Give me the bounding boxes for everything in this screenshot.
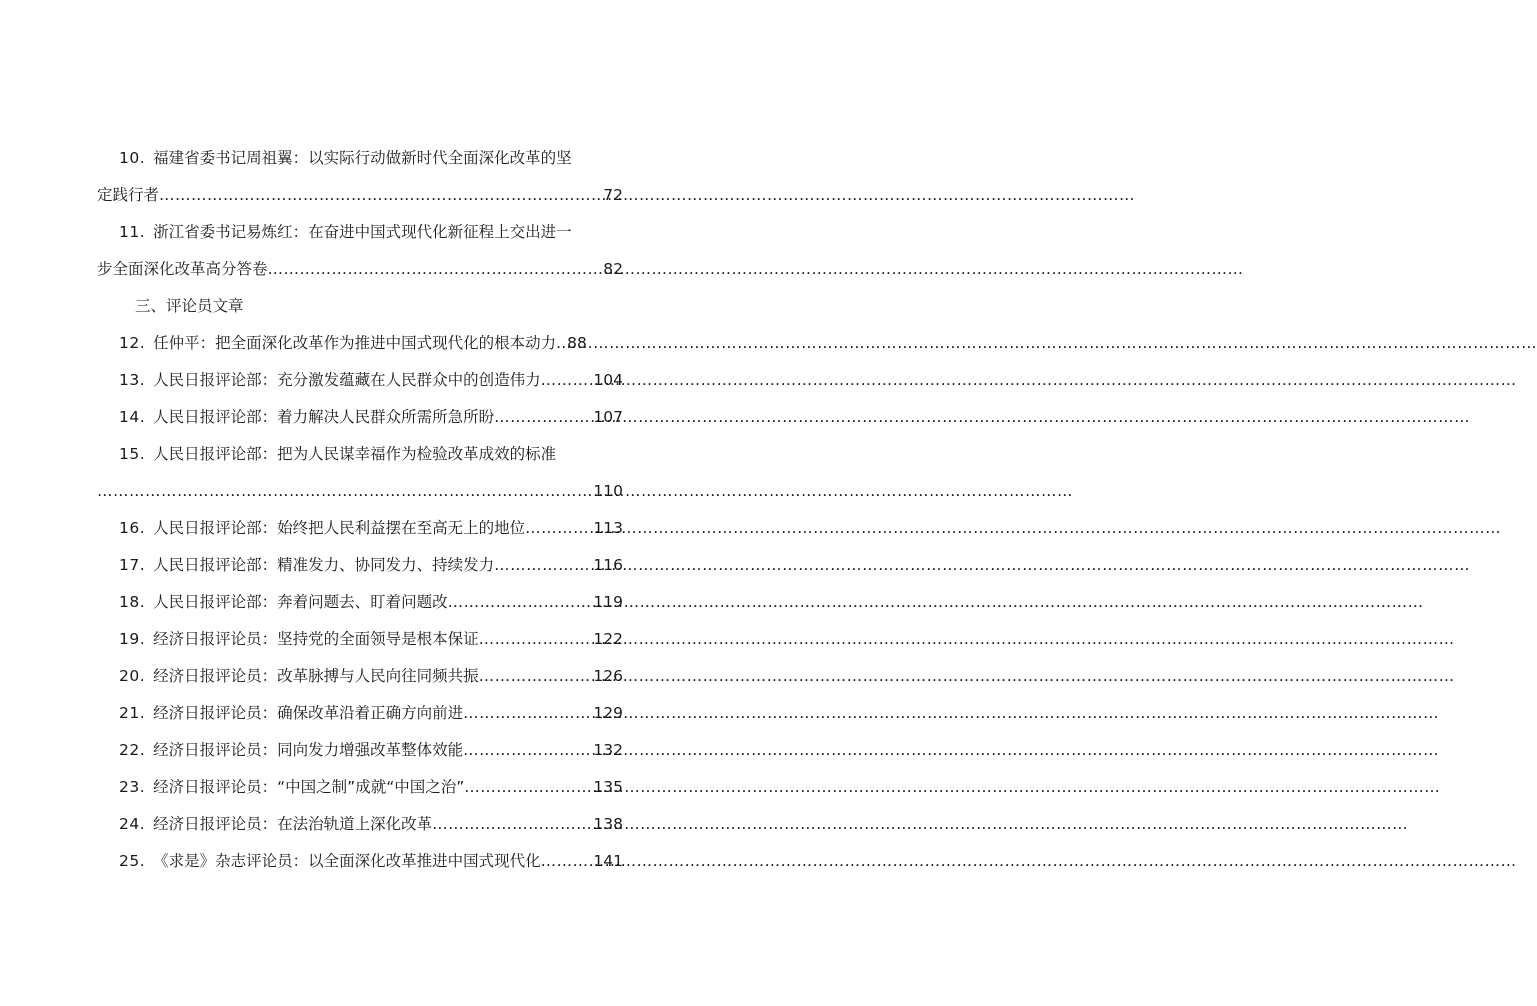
entry-title: 经济日报评论员：确保改革沿着正确方向前进 — [153, 704, 464, 722]
leader-dots — [159, 177, 603, 214]
toc-entry-11-cont[interactable] — [97, 251, 623, 288]
entry-title: 福建省委书记周祖翼：以实际行动做新时代全面深化改革的坚 — [153, 149, 572, 167]
leader-dots — [541, 362, 594, 399]
section-heading — [97, 288, 623, 325]
toc-entry-17[interactable] — [97, 547, 623, 584]
entry-number: 11. — [119, 223, 146, 241]
entry-page: 132 — [593, 741, 623, 759]
toc-entry-23[interactable] — [97, 769, 623, 806]
entry-title: 经济日报评论员：“中国之制”成就“中国之治” — [153, 778, 465, 796]
section-title: 三、评论员文章 — [135, 297, 244, 315]
entry-number: 18. — [119, 593, 146, 611]
entry-number: 25. — [119, 852, 146, 870]
toc-entry-22[interactable] — [97, 732, 623, 769]
entry-title: 人民日报评论部：精准发力、协同发力、持续发力 — [153, 556, 495, 574]
entry-number: 15. — [119, 445, 146, 463]
entry-page: 119 — [593, 593, 623, 611]
entry-page: 113 — [593, 519, 623, 537]
toc-entry-13[interactable] — [97, 362, 623, 399]
table-of-contents — [97, 140, 623, 880]
entry-page: 104 — [593, 371, 623, 389]
entry-page: 107 — [593, 408, 623, 426]
entry-title: 经济日报评论员：坚持党的全面领导是根本保证 — [153, 630, 479, 648]
entry-title: 人民日报评论部：始终把人民利益摆在至高无上的地位 — [153, 519, 526, 537]
toc-entry-14[interactable] — [97, 399, 623, 436]
entry-title: 人民日报评论部：把为人民谋幸福作为检验改革成效的标准 — [153, 445, 557, 463]
entry-page: 88 — [567, 334, 587, 352]
toc-entry-20[interactable] — [97, 658, 623, 695]
leader-dots — [525, 510, 593, 547]
entry-page: 135 — [593, 778, 623, 796]
entry-title: 任仲平：把全面深化改革作为推进中国式现代化的根本动力. — [153, 334, 562, 352]
entry-number: 21. — [119, 704, 146, 722]
toc-entry-25[interactable] — [97, 843, 623, 880]
entry-page: 141 — [593, 852, 623, 870]
entry-title: 人民日报评论部：充分激发蕴藏在人民群众中的创造伟力 — [153, 371, 541, 389]
document-page — [0, 0, 711, 1006]
entry-page: 72 — [603, 186, 623, 204]
entry-page: 138 — [593, 815, 623, 833]
toc-entry-19[interactable] — [97, 621, 623, 658]
leader-dots — [464, 769, 593, 806]
entry-title: 《求是》杂志评论员：以全面深化改革推进中国式现代化 — [153, 852, 541, 870]
toc-entry-16[interactable] — [97, 510, 623, 547]
toc-entry-21[interactable] — [97, 695, 623, 732]
leader-dots — [479, 621, 594, 658]
toc-entry-15-cont[interactable] — [97, 473, 623, 510]
leader-dots — [97, 473, 593, 510]
leader-dots — [494, 547, 593, 584]
entry-number: 10. — [119, 149, 146, 167]
entry-title: 浙江省委书记易炼红：在奋进中国式现代化新征程上交出进一 — [153, 223, 572, 241]
entry-page: 126 — [593, 667, 623, 685]
leader-dots — [268, 251, 604, 288]
entry-title-cont: 定践行者 — [97, 186, 160, 204]
leader-dots — [494, 399, 593, 436]
entry-title: 经济日报评论员：在法治轨道上深化改革 — [153, 815, 433, 833]
entry-page: 129 — [593, 704, 623, 722]
entry-number: 24. — [119, 815, 146, 833]
leader-dots — [541, 843, 594, 880]
toc-entry-24[interactable] — [97, 806, 623, 843]
entry-number: 17. — [119, 556, 146, 574]
toc-entry-10-cont[interactable] — [97, 177, 623, 214]
leader-dots — [463, 695, 593, 732]
entry-title: 经济日报评论员：改革脉搏与人民向往同频共振 — [153, 667, 479, 685]
entry-title: 经济日报评论员：同向发力增强改革整体效能 — [153, 741, 464, 759]
toc-entry-15[interactable] — [97, 436, 623, 473]
toc-entry-11[interactable] — [97, 214, 623, 251]
leader-dots — [448, 584, 594, 621]
entry-number: 12. — [119, 334, 146, 352]
entry-page: 110 — [593, 482, 623, 500]
toc-entry-18[interactable] — [97, 584, 623, 621]
entry-title: 人民日报评论部：奔着问题去、盯着问题改 — [153, 593, 448, 611]
entry-number: 16. — [119, 519, 146, 537]
entry-number: 19. — [119, 630, 146, 648]
entry-page: 82 — [603, 260, 623, 278]
entry-title-cont: 步全面深化改革高分答卷 — [97, 260, 268, 278]
entry-title: 人民日报评论部：着力解决人民群众所需所急所盼 — [153, 408, 495, 426]
leader-dots — [479, 658, 594, 695]
entry-number: 14. — [119, 408, 146, 426]
entry-page: 122 — [593, 630, 623, 648]
toc-entry-10[interactable] — [97, 140, 623, 177]
entry-number: 20. — [119, 667, 146, 685]
entry-number: 13. — [119, 371, 146, 389]
toc-entry-12[interactable] — [97, 325, 623, 362]
entry-number: 22. — [119, 741, 146, 759]
entry-page: 116 — [593, 556, 623, 574]
leader-dots — [463, 732, 593, 769]
entry-number: 23. — [119, 778, 146, 796]
leader-dots — [432, 806, 593, 843]
